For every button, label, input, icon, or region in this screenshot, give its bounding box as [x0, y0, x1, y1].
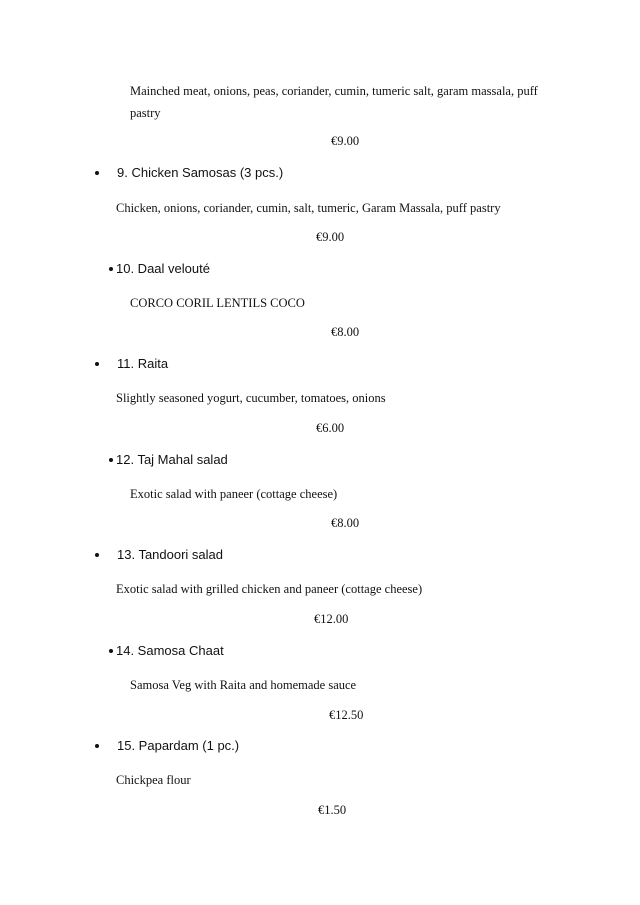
menu-item-description: Exotic salad with grilled chicken and paneer (cottage cheese): [116, 582, 423, 596]
bullet-icon: [95, 171, 99, 175]
menu-item-title: 15. Papardam (1 pc.): [117, 738, 240, 753]
menu-item-description: Chickpea flour: [116, 773, 191, 787]
menu-item-description: Samosa Veg with Raita and homemade sauce: [130, 678, 357, 692]
bullet-icon: [109, 267, 113, 271]
menu-item-price: €9.00: [331, 134, 360, 148]
menu-item-description: Mainched meat, onions, peas, coriander, cumin, tumeric salt, garam massala, puff pastry: [130, 84, 538, 120]
bullet-icon: [95, 362, 99, 366]
menu-item-title: 13. Tandoori salad: [117, 547, 224, 562]
menu-item-price: €8.00: [331, 325, 360, 339]
menu-item-price: €9.00: [316, 230, 345, 244]
menu-item-price: €8.00: [331, 516, 360, 530]
menu-item-price: €12.50: [329, 708, 364, 722]
menu-item-description: CORCO CORIL LENTILS COCO: [130, 296, 305, 310]
menu-item-price: €6.00: [316, 421, 345, 435]
menu-item-price: €12.00: [314, 612, 349, 626]
menu-item-title: 12. Taj Mahal salad: [116, 452, 228, 467]
menu-item-description: Exotic salad with paneer (cottage cheese): [130, 487, 338, 501]
bullet-icon: [95, 744, 99, 748]
menu-item-description: Slightly seasoned yogurt, cucumber, tomatoes, onions: [116, 391, 386, 405]
bullet-icon: [109, 458, 113, 462]
menu-item-title: 10. Daal velouté: [116, 261, 210, 276]
menu-item-title: 14. Samosa Chaat: [116, 643, 224, 658]
menu-item-title: 11. Raita: [117, 356, 169, 371]
menu-item-price: €1.50: [318, 803, 347, 817]
menu-item-description: Chicken, onions, coriander, cumin, salt, tumeric, Garam Massala, puff pastry: [116, 201, 501, 215]
bullet-icon: [95, 553, 99, 557]
bullet-icon: [109, 649, 113, 653]
menu-item-title: 9. Chicken Samosas (3 pcs.): [117, 165, 284, 180]
